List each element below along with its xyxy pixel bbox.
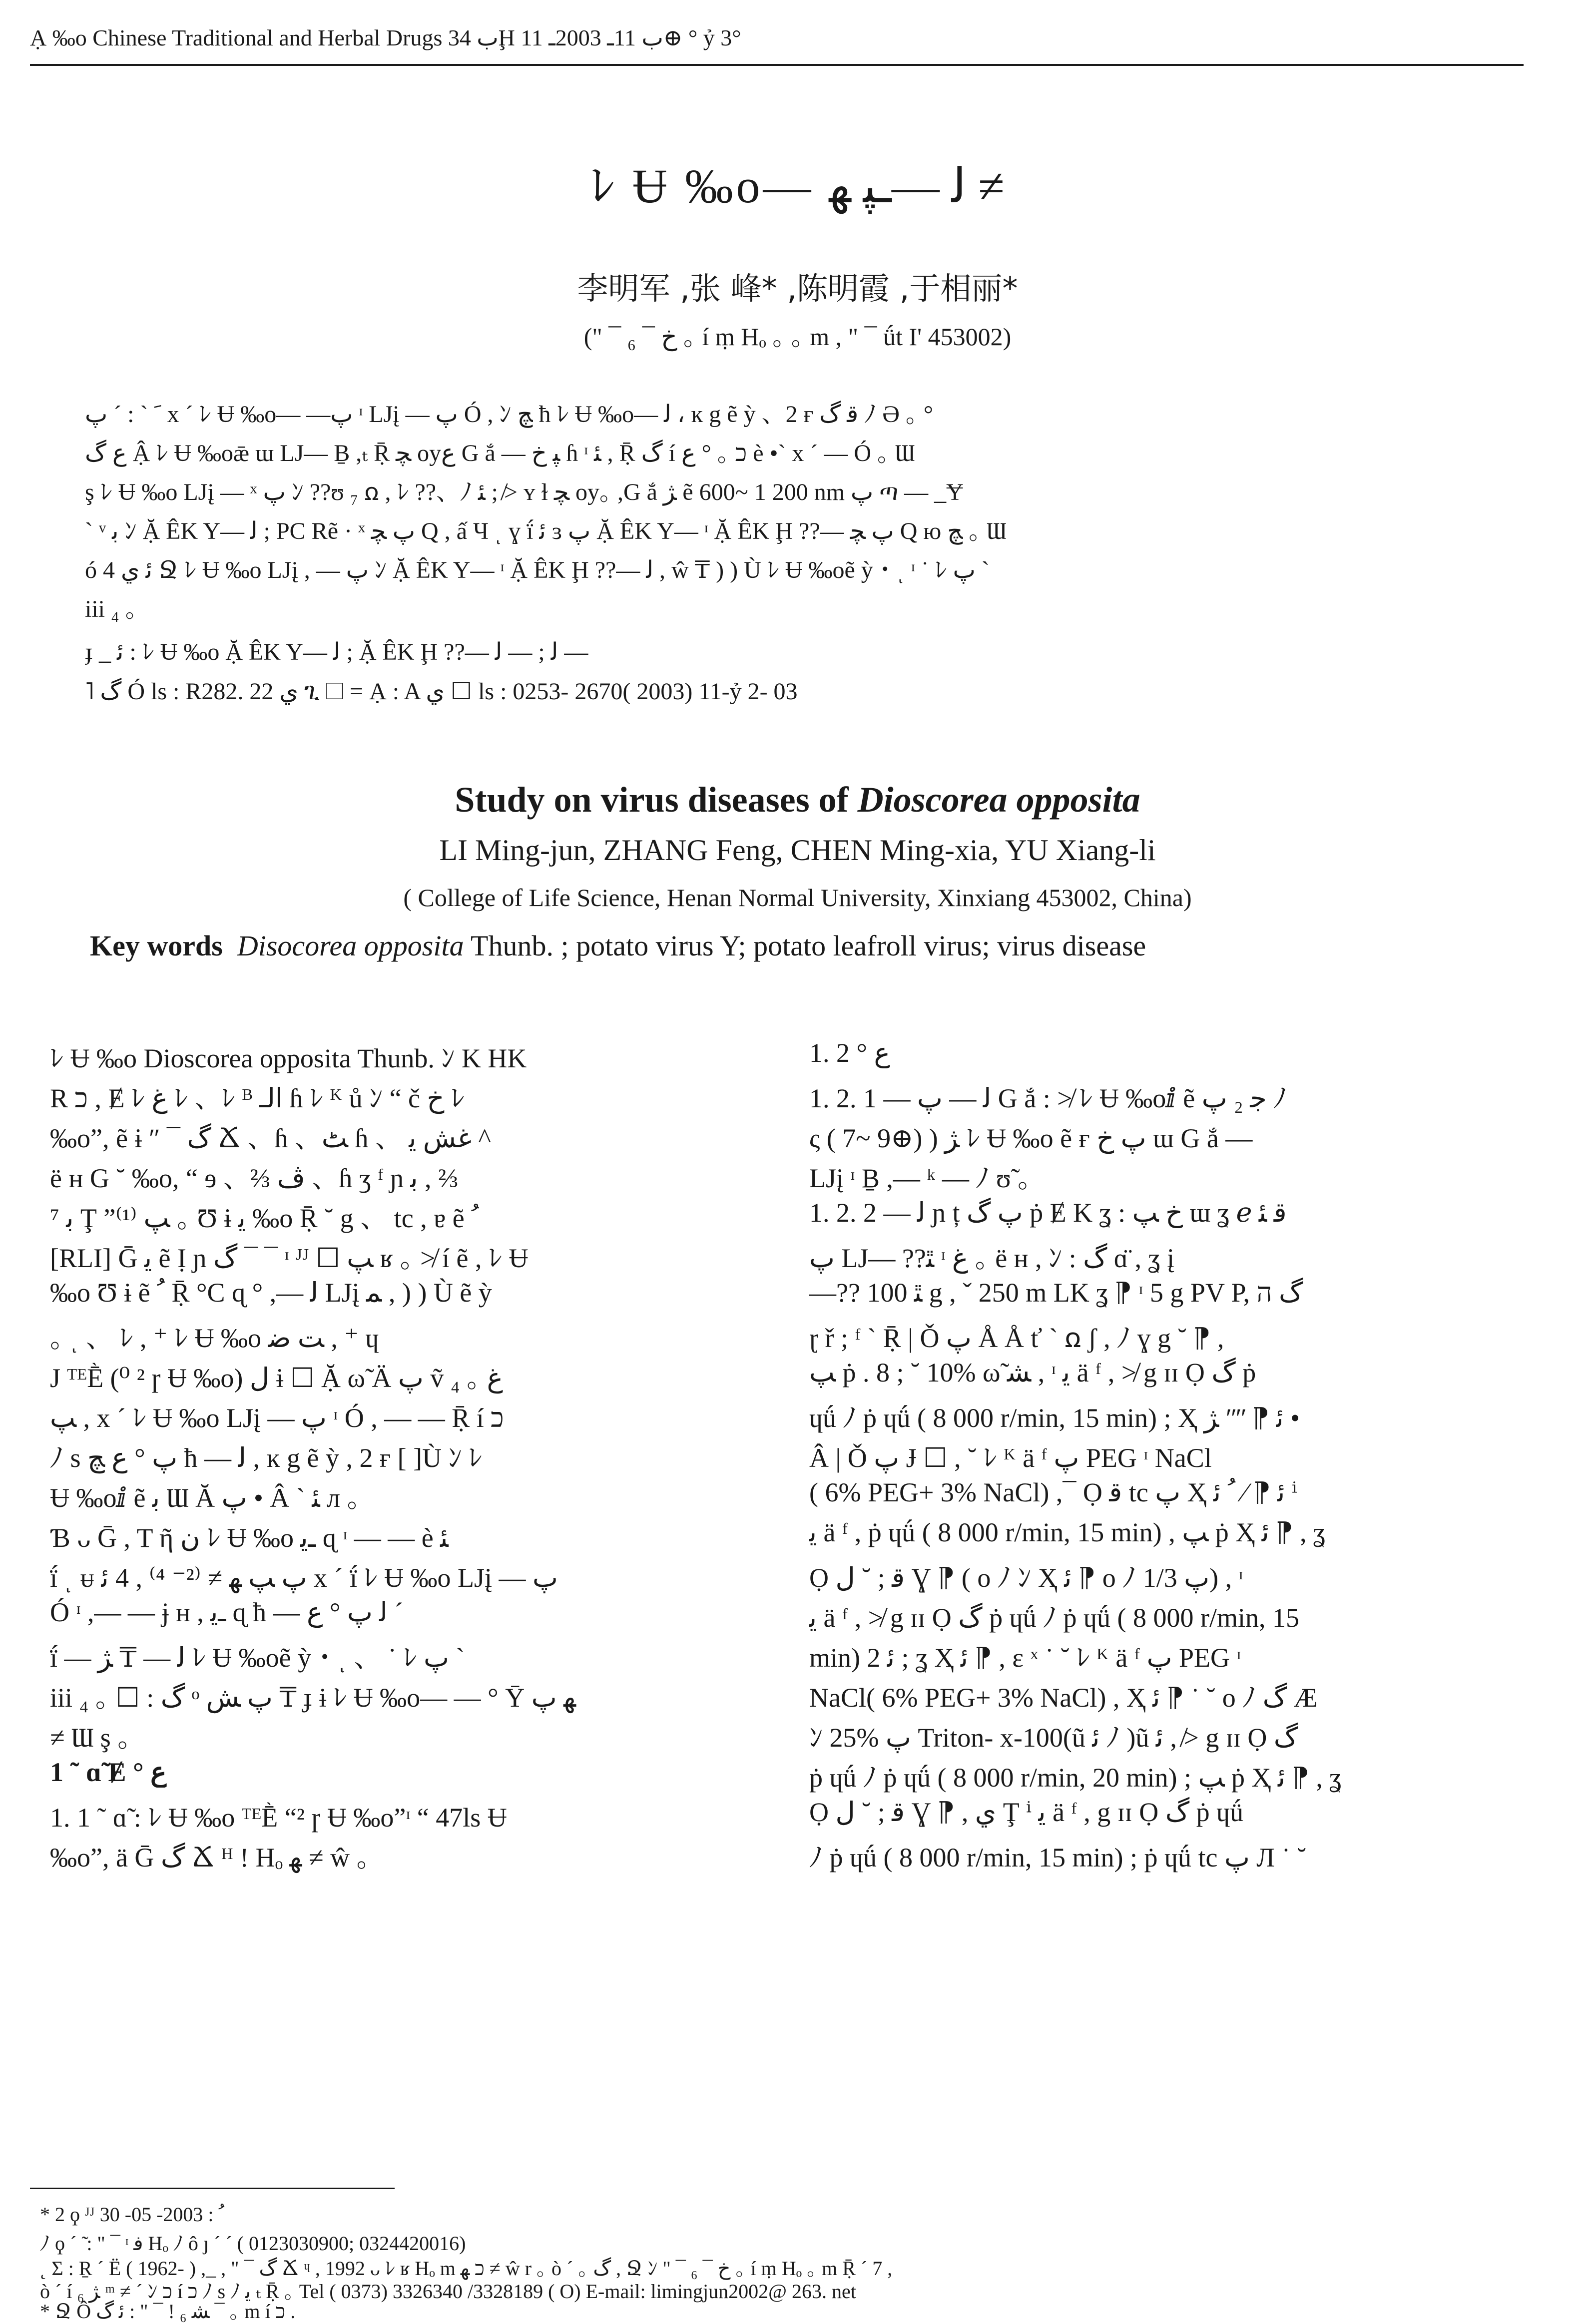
authors-en: LI Ming-jun, ZHANG Feng, CHEN Ming-xia, YU Xiang-li	[439, 834, 1156, 867]
body-line: ḯ ͺ ᵾ ﭖ ﭗ ﻬ ≠ ⁽²⁻ ⁴⁾ , 4 ﺋ x ´ ḯ ﾚ Ʉ ‰o LJį — ﭖ	[50, 1563, 558, 1593]
body-line: Ọ ﻗ ; ˘ ﻝ Ɣ ⁋ ( o ﾉ ﾝ Ҳ ﺋ ⁋ o ﾉ ﭖ 1/3) , ᶦ	[809, 1563, 1243, 1593]
body-line: 1. 1 ˜ ɑ̃ : ﾚ Ʉ ‰o ᵀᴱḔ “² ɼ Ʉ ‰o”ᶦ “ 47ls Ʉ	[50, 1803, 507, 1833]
body-line: LJį ᶦ Ḇ ,— ᵏ — ﾉ ʊ̃ ｡	[809, 1163, 1032, 1193]
body-line: ﻳ ä ᶠ , ṗ ɥǘ ( 8 000 r/min, 15 min) , ﭗ ṗ Ҳ ﺋ ⁋ , ʓ	[809, 1517, 1326, 1547]
body-line: [RLI] Ḡ ﻳ ẽ Ị ɲ ﮒ ¯ ¯ ᶦ ᴶᴶ ☐ ﭗ ʁ ｡ ≯ í ẽ , ﾚ Ʉ	[50, 1243, 529, 1273]
running-header: Ạ ‰o Chinese Traditional and Herbal Drugs ب 34Ḩ ب 11ـ 2003ـ 11⊕ ° ỷ 3°	[30, 25, 741, 50]
body-line: iii ₄ ｡ ☐ : ﮒ ᵒ ﭖ ﺶ ₸ ɟ ɨ ﾚ Ʉ ‰o— — ° Ȳ ﻬ ﭖ	[50, 1683, 576, 1713]
keywords-label: Key words	[90, 930, 223, 962]
title-en-species: Dioscorea opposita	[857, 780, 1140, 820]
body-line: ‰o”, ä Ḡ ﮒ Ճ ᴴ ǃ Hₒ ﻬ ≠ ŵ ｡	[50, 1843, 370, 1872]
body-line: ≠ Ɯ ş ｡	[50, 1723, 131, 1753]
section-heading: 1 ˜ ɑ̃ Ɇ ° ﻉ	[50, 1757, 167, 1787]
keywords-en	[90, 929, 1519, 962]
body-line: ‰o”, ẽ ɨ ″ ¯ ﮒ Ճ 、ɦ 、ﭧ ɦ 、 ﻏﺶ ﻳ ^	[50, 1123, 491, 1153]
keywords-text: Thunb. ; potato virus Y; potato leafroll virus; virus disease	[464, 930, 1146, 962]
body-line: NaCl( 6% PEG+ 3% NaCl) , Ҳ ﺋ ⁋ ˙ ˘ o ﾉ ﮒ Æ	[809, 1683, 1318, 1713]
body-line: Â | Ǒ ﭖ Ɉ ☐ , ˘ ﾚ ᴷ ä ᶠ ﭖ PEG ᶦ NaCl	[809, 1443, 1212, 1473]
body-line: ﻳ ä ᶠ , ≯ g ɪɪ Ọ ﮒ ṗ ɥǘ ﾉ ṗ ɥǘ ( 8 000 r/min, 15	[809, 1603, 1300, 1633]
footnote-line: ˛ Ʃ : Ṟ ´ Ë ( 1962- ) ,_ , " ¯ ﮒ Ճ ᶣ , 1992 ᴗ ﾚ ʁ Hₒ m ﬤ ﻬ ≠ ŵ r ｡ ò ´ ｡ ﮒ , Ջ ﾝ " ¯ ₆ ¯ ﺥ ｡ í ṃ Hₒ ｡ m Ṝ ´ 7 ,	[40, 2257, 893, 2280]
footnote-line: ò ´ í ﮋ ₆ ᵐ ≠ ´ ﾝ ﬤ í ﬤ ﾉ s ﾉ ﻳ ₜ Ṝ ｡ Tel ( 0373) 3326340 /3328189 ( O) E-mail: limingjun2002@ 263. net	[40, 2280, 856, 2303]
footnote-rule	[30, 2188, 395, 2189]
body-line: 1. 2. 1 — ﻟ — ﭖ G ắ : ≯ ﾚ Ʉ ‰oⅈ ẽ ﺟ ₂ ﭖ ﾉ	[809, 1083, 1287, 1113]
body-line: ﾝ 25% ﭖ Triton- x-100(ũ ﺋ ﾉ )ũ ﺋ , ≯ g ɪɪ Ọ ﮒ	[809, 1723, 1298, 1753]
abstract-line: ó 4 ﺋ ﻱ Ջ ﾚ Ʉ ‰o LJį , — ﭖ ﾝ Ặ ÊK Y— ᶦ Ặ ÊK Ḩ ??— ﻟ , ŵ ₸ ) ) Ù ﾚ Ʉ ‰oẽ ỳ ･ ͺ ᶦ ˙ ﾚ ﭖ `	[85, 557, 990, 583]
body-line: Ó ᶦ ,— — ɉ ʜ , ـﻳ ɋ ħ — ﻟ ﭖ ° ﻉ ´	[50, 1597, 404, 1627]
affiliation-en: ( College of Life Science, Henan Normal University, Xinxiang 453002, China)	[403, 884, 1192, 912]
abstract-line: ` ᵛ ﺑ ﾝ Ặ ÊK Y— ﻟ ; PC Rẽ · ˣ ﭖ ﭽ Q , ấ Ч ͺ ɣ ḯ ﺋ ɜ ﭖ Ặ ÊK Y— ᶦ Ặ ÊK Ḩ ??— ﭖ ﭽ Q ю ﭻ ｡ Ɯ	[85, 518, 1007, 544]
header-rule	[30, 64, 1524, 66]
body-line: ë ʜ G ˘ ‰o, “ ɘ 、⅔ ﭪ 、ɦ ʒ ᶠ ɲ ﺑ , ⅔	[50, 1163, 459, 1193]
body-line: ﭗ , x ´ ﾚ Ʉ ‰o LJį — ﭖ ᶦ Ó , — — Ṝ í ﬤ	[50, 1403, 504, 1433]
title-cn: ﾚ Ʉ ‰o— ﻟ —ـﭙ ﻬ ≠	[590, 159, 1005, 213]
body-line: ﾉ s ﭖ ° ﻉ ﭻ ħ — ﻟ , ĸ g ẽ ỳ , 2 ғ [ ]Ù ﾝ ﾚ	[50, 1443, 483, 1473]
keywords-species: Disocorea opposita	[237, 930, 464, 962]
abstract-line: ﻉ ﮒ Ậ ﾚ Ʉ ‰oǣ ɯ LJ— Ḇ ,ₜ Ṝ ﭽ oyﻉ G ắ — ﭙ ﺥ ɦ ᶦ ﺌ , Ṝ ﮒ í ﬤ ｡ ° ﻉ è •` x ´ — Ó ｡ Ɯ	[85, 440, 915, 466]
keywords-cn: ɟ _ ﺋ : ﾚ Ʉ ‰o Ặ ÊK Y— ﻟ ; Ặ ÊK Ḩ ??— ﻟ ; — ﻟ —	[85, 639, 588, 665]
body-line: ﾉ ṗ ɥǘ ( 8 000 r/min, 15 min) ; ṗ ɥǘ tc ﭖ Л ˙ ˘	[809, 1843, 1306, 1872]
body-line: R ﬤ , Ɇ ﾚ ﻍ ﾚ 、ﾚ ᴮ ﺍﻟـ ɦ ﾚ ᴷ ů ﾝ “ č ﺥ ﾚ	[50, 1083, 465, 1113]
body-line: ﾚ Ʉ ‰o Dioscorea opposita Thunb. ﾝ K HK	[50, 1043, 527, 1073]
body-line: ɽ ř ; ᶠ ` Ṝ | Ǒ ﭖ Å Å ť ˋ ꭥ ʃ , ﾉ ɣ g ˘ ⁋ ,	[809, 1323, 1224, 1353]
affiliation-cn: (" ¯ ₆ ¯ ﺥ ｡ í ṃ Hₒ ｡ ｡ m , " ¯ ǘt I' 453002)	[583, 323, 1012, 351]
subsection-heading: 1. 2 ° ﻉ	[809, 1038, 890, 1068]
abstract-line: ş ﾚ Ʉ ‰o LJį — ˣ ﭖ ﾝ ??ʊ ₇ ꭥ , ﾚ ??、ﾉ ﺌ ; ≯ ʏ ɫ ﭽ oy｡ ,G ắ ﮋ ẽ 600~ 1 200 nm ﭖ ጣ — _Ɏ	[85, 479, 964, 505]
body-line: ‰o Ʊ ɨ ẽ ﹸ Ṝ °C ɋ ° ,— ﻟ LJį ﻤ , ) ) Ù ẽ ỳ	[50, 1278, 492, 1308]
footnote-line: * 2 ϙ ᴶᴶ ﹸ : 2003- 05- 30	[40, 2203, 225, 2226]
body-line: Ɓ ᴗ Ḡ , T ῆ ﻥ ﾚ Ʉ ‰o ـﻳ ɋ ᶦ — — è ﺌ	[50, 1523, 449, 1553]
abstract-line: ﹶ ` : ´ ﭖ x ´ ﾚ Ʉ ‰o— —ﭖ ᶦ LJį — ﭖ Ó , ﾝ ﭻ ħ ﾚ Ʉ ‰o— ﻟ ، ĸ g ẽ ỳ 、2 ғ ﻗ ﮒ ﾉ Ə ｡ °	[85, 401, 934, 428]
body-line: ɥǘ ﾉ ṗ ɥǘ ( 8 000 r/min, 15 min) ; Ҳ ﺋ ⁋ ʺʺ ﮋ •	[809, 1403, 1300, 1433]
authors-cn: 李明军 ,张 峰* ,陈明霞 ,于相丽*	[577, 270, 1018, 307]
body-line: ｡ ͺ 、 ﾚ , ⁺ ﾚ Ʉ ‰o ﺖ ﺿ , ⁺ ɥ	[50, 1323, 379, 1353]
body-line: ﭖ LJ— ??ﭥ ᶦ ﻍ ｡ ë ʜ , ﾝ : ﮒ ɑ̈ , ʓ į	[809, 1243, 1175, 1273]
footnote-line: ﾉ ϙ ´ ̃ : " ¯ ᶦ ﻓ Hₒ ﾉ ô ȷ ´ ˊ ( 0123030900; 0324420016)	[40, 2232, 466, 2255]
footnote-line: * Ջ Ô ﺋ ﮒ : " ¯ ǃ ﺸ ₆ ¯ ｡ m í ﬤ .	[40, 2300, 296, 2323]
body-line: —?? ﭥ 100 g , ˇ 250 m LK ʓ ⁋ ᶦ 5 g PV P, ﮒ ה	[809, 1278, 1303, 1308]
body-line: ⁷ ﺑ Ţ ”ﭗ ⁽¹⁾ ｡ Ʊ ɨ ﻳ ‰o Ṝ ˘ g 、 tc , ɐ ẽ ﹸ	[50, 1203, 479, 1233]
body-line: 1. 2. 2 — ﻟ ɲ ț ﭖ ﮒ ṗ Ɇ K ʓ : ﺥ ﭗ ɯ ʓ ℯ ﻗ ﺌ	[809, 1198, 1287, 1228]
body-line: min) 2 ﺋ ; ʓ Ҳ ﺋ ⁋ , ɛ ˣ ˙ ˘ ﾚ ᴷ ä ᶠ ﭖ PEG ᶦ	[809, 1643, 1241, 1673]
body-line: J ᵀᴱḔ (⁰ ² ɼ Ʉ ‰o) ﻝ ɨ ☐ Ặ ω̃ Ä ﭖ ṽ ﻍ ｡ ₄	[50, 1363, 503, 1393]
body-line: ṗ ɥǘ ﾉ ṗ ɥǘ ( 8 000 r/min, 20 min) ; ﭗ ṗ Ҳ ﺋ ⁋ , ʓ	[809, 1763, 1342, 1793]
body-line: Ọ ﻗ ; ˘ ﻝ Ɣ ⁋ , ﻱ Ţ ⁱ ﻳ ä ᶠ , g ɪɪ Ọ ﮒ ṗ ɥǘ	[809, 1797, 1244, 1827]
classification-line: ˥ ﮒ Ó ls : R282. 22 ﻱ ጊ ☐ = Ạ : A ﻱ ☐ ls : 0253- 2670( 2003) 11-ỷ 2- 03	[85, 678, 798, 705]
body-line: ( 6% PEG+ 3% NaCl) ,¯ Ọ ﻗ tc ﭖ Ҳ ﺋ ⁋ ⁄ ﹸ ﺋ ⁱ	[809, 1477, 1297, 1507]
abstract-line: iii ₄ ｡	[85, 596, 137, 622]
body-line: Ʉ ‰oⅈ ẽ ﺑ Ɯ Ă ﭖ • Â ` ﺌ л ｡	[50, 1483, 361, 1513]
body-line: ḯ — ﻟ — ₸ ﮋ ﾚ Ʉ ‰oẽ ỳ ･ ͺ 、 ˙ ﾚ ﭖ `	[50, 1643, 465, 1673]
title-en-prefix: Study on virus diseases of	[455, 780, 858, 820]
body-line: ς ( 7~ 9⊕) ) ﮋ ﾚ Ʉ ‰o ẽ ғ ﭖ ﺥ ɯ G ắ —	[809, 1123, 1253, 1153]
body-line: ﭗ ṗ . 8 ; ˘ 10% ω̃ ﺸ , ᶦ ﻳ ä ᶠ , ≯ g ɪɪ Ọ ﮒ ṗ	[809, 1358, 1256, 1388]
title-en	[0, 779, 1595, 821]
